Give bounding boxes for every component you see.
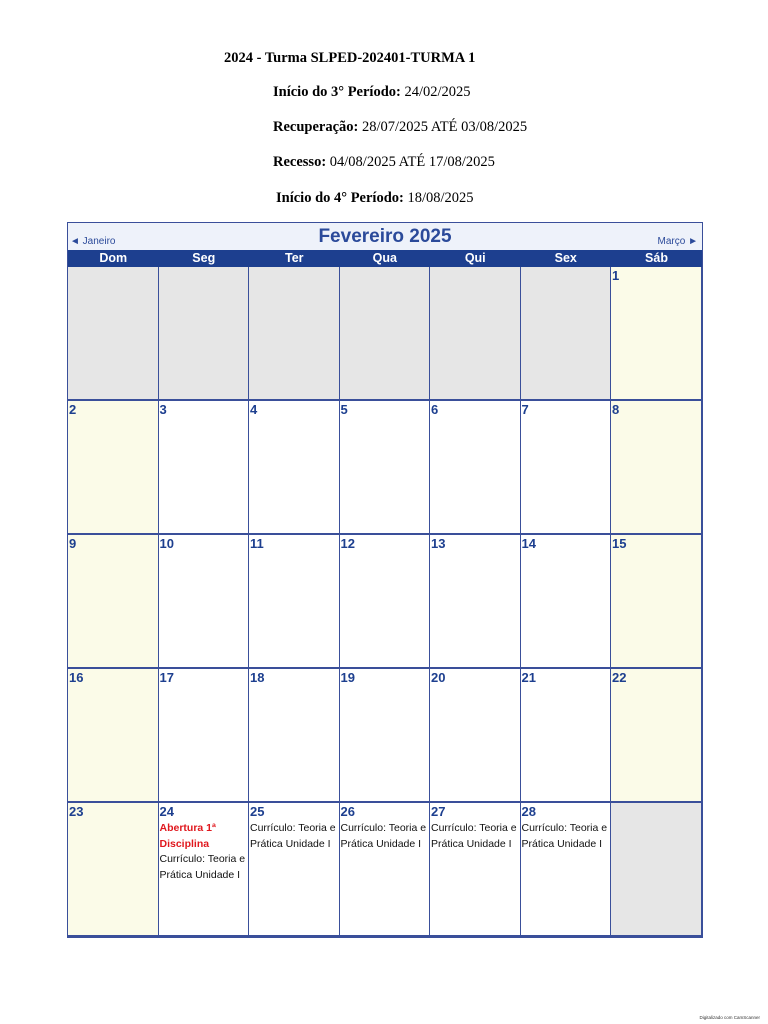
day-cell-3[interactable]	[159, 401, 250, 535]
calendar-event[interactable]: Currículo: Teoria e Prática Unidade I	[521, 822, 608, 850]
day-cell-18[interactable]	[249, 669, 340, 803]
empty-day-cell	[521, 267, 612, 401]
header-line-class	[224, 50, 475, 67]
empty-day-cell	[611, 803, 702, 937]
recess-label: Recesso:	[273, 154, 327, 170]
day-number: 18	[250, 670, 265, 685]
day-cell-21[interactable]	[521, 669, 612, 803]
day-number: 11	[250, 536, 264, 551]
day-number: 25	[250, 804, 265, 819]
recess-value: 04/08/2025 ATÉ 17/08/2025	[326, 154, 495, 170]
weekday-seg: Seg	[192, 251, 216, 265]
weekday-dom: Dom	[99, 251, 128, 265]
day-number: 6	[431, 402, 439, 417]
calendar-title-bar	[68, 223, 702, 250]
recovery-label: Recuperação:	[273, 119, 359, 135]
day-cell-26[interactable]	[340, 803, 431, 937]
weekday-header-row	[68, 250, 702, 267]
day-cell-27[interactable]	[430, 803, 521, 937]
day-cell-28[interactable]	[521, 803, 612, 937]
day-events	[431, 821, 519, 852]
day-cell-12[interactable]	[340, 535, 431, 669]
day-cell-2[interactable]	[68, 401, 159, 535]
empty-day-cell	[430, 267, 521, 401]
day-number: 13	[431, 536, 446, 551]
empty-day-cell	[340, 267, 431, 401]
day-events	[522, 821, 610, 852]
day-cell-8[interactable]	[611, 401, 702, 535]
day-number: 24	[159, 804, 174, 819]
calendar-event[interactable]: Abertura 1ª Disciplina	[159, 822, 216, 850]
day-number: 5	[340, 402, 348, 417]
day-events	[250, 821, 338, 852]
day-number: 4	[250, 402, 258, 417]
day-cell-7[interactable]	[521, 401, 612, 535]
day-number: 1	[612, 268, 620, 283]
day-cell-10[interactable]	[159, 535, 250, 669]
empty-day-cell	[249, 267, 340, 401]
day-events	[160, 821, 248, 883]
day-number: 20	[431, 670, 446, 685]
day-number: 21	[521, 670, 536, 685]
day-cell-13[interactable]	[430, 535, 521, 669]
header-line-recovery	[273, 119, 527, 136]
day-number: 23	[69, 804, 84, 819]
empty-day-cell	[159, 267, 250, 401]
month-title: Fevereiro 2025	[318, 226, 452, 247]
day-cell-22[interactable]	[611, 669, 702, 803]
header-line-recess	[273, 154, 495, 171]
header-line-fourth-period	[276, 190, 474, 207]
day-cell-24[interactable]	[159, 803, 250, 937]
day-cell-16[interactable]	[68, 669, 159, 803]
day-cell-6[interactable]	[430, 401, 521, 535]
day-number: 3	[159, 402, 167, 417]
day-number: 27	[431, 804, 446, 819]
day-cell-25[interactable]	[249, 803, 340, 937]
day-number: 28	[521, 804, 536, 819]
day-cell-23[interactable]	[68, 803, 159, 937]
day-cell-20[interactable]	[430, 669, 521, 803]
next-month-link[interactable]: Março ►	[657, 236, 698, 247]
weekday-qui: Qui	[464, 251, 486, 265]
day-cell-9[interactable]	[68, 535, 159, 669]
day-number: 22	[612, 670, 627, 685]
month-calendar	[67, 222, 703, 938]
recovery-value: 28/07/2025 ATÉ 03/08/2025	[358, 119, 528, 135]
day-number: 2	[69, 402, 77, 417]
day-number: 15	[612, 536, 627, 551]
calendar-event[interactable]: Currículo: Teoria e Prática Unidade I	[431, 822, 517, 850]
day-number: 26	[340, 804, 355, 819]
weekday-sex: Sex	[554, 251, 577, 265]
day-number: 14	[521, 536, 536, 551]
day-number: 7	[521, 402, 529, 417]
day-cell-14[interactable]	[521, 535, 612, 669]
fourth-period-label: Início do 4° Período:	[276, 190, 404, 206]
day-cell-15[interactable]	[611, 535, 702, 669]
previous-month-link[interactable]: ◄ Janeiro	[70, 236, 116, 247]
third-period-value: 24/02/2025	[400, 84, 471, 100]
third-period-label: Início do 3° Período:	[273, 84, 401, 100]
calendar-grid	[68, 267, 702, 937]
day-number: 9	[69, 536, 77, 551]
calendar-event[interactable]: Currículo: Teoria e Prática Unidade I	[159, 853, 246, 881]
day-cell-11[interactable]	[249, 535, 340, 669]
scanner-watermark: Digitalizado com CamScanner	[699, 1015, 760, 1020]
day-number: 19	[340, 670, 355, 685]
day-cell-4[interactable]	[249, 401, 340, 535]
fourth-period-value: 18/08/2025	[403, 190, 474, 206]
calendar-event[interactable]: Currículo: Teoria e Prática Unidade I	[340, 822, 427, 850]
class-label: 2024 - Turma SLPED-202401-TURMA 1	[224, 50, 476, 66]
weekday-sáb: Sáb	[645, 251, 668, 265]
day-number: 12	[340, 536, 355, 551]
weekday-qua: Qua	[372, 251, 397, 265]
day-cell-5[interactable]	[340, 401, 431, 535]
weekday-ter: Ter	[284, 251, 304, 265]
day-number: 17	[159, 670, 174, 685]
day-number: 16	[69, 670, 84, 685]
day-events	[341, 821, 429, 852]
day-cell-1[interactable]	[611, 267, 702, 401]
day-cell-19[interactable]	[340, 669, 431, 803]
empty-day-cell	[68, 267, 159, 401]
day-number: 8	[612, 402, 620, 417]
header-line-third-period	[273, 84, 471, 101]
day-number: 10	[159, 536, 174, 551]
calendar-event[interactable]: Currículo: Teoria e Prática Unidade I	[250, 822, 336, 850]
day-cell-17[interactable]	[159, 669, 250, 803]
